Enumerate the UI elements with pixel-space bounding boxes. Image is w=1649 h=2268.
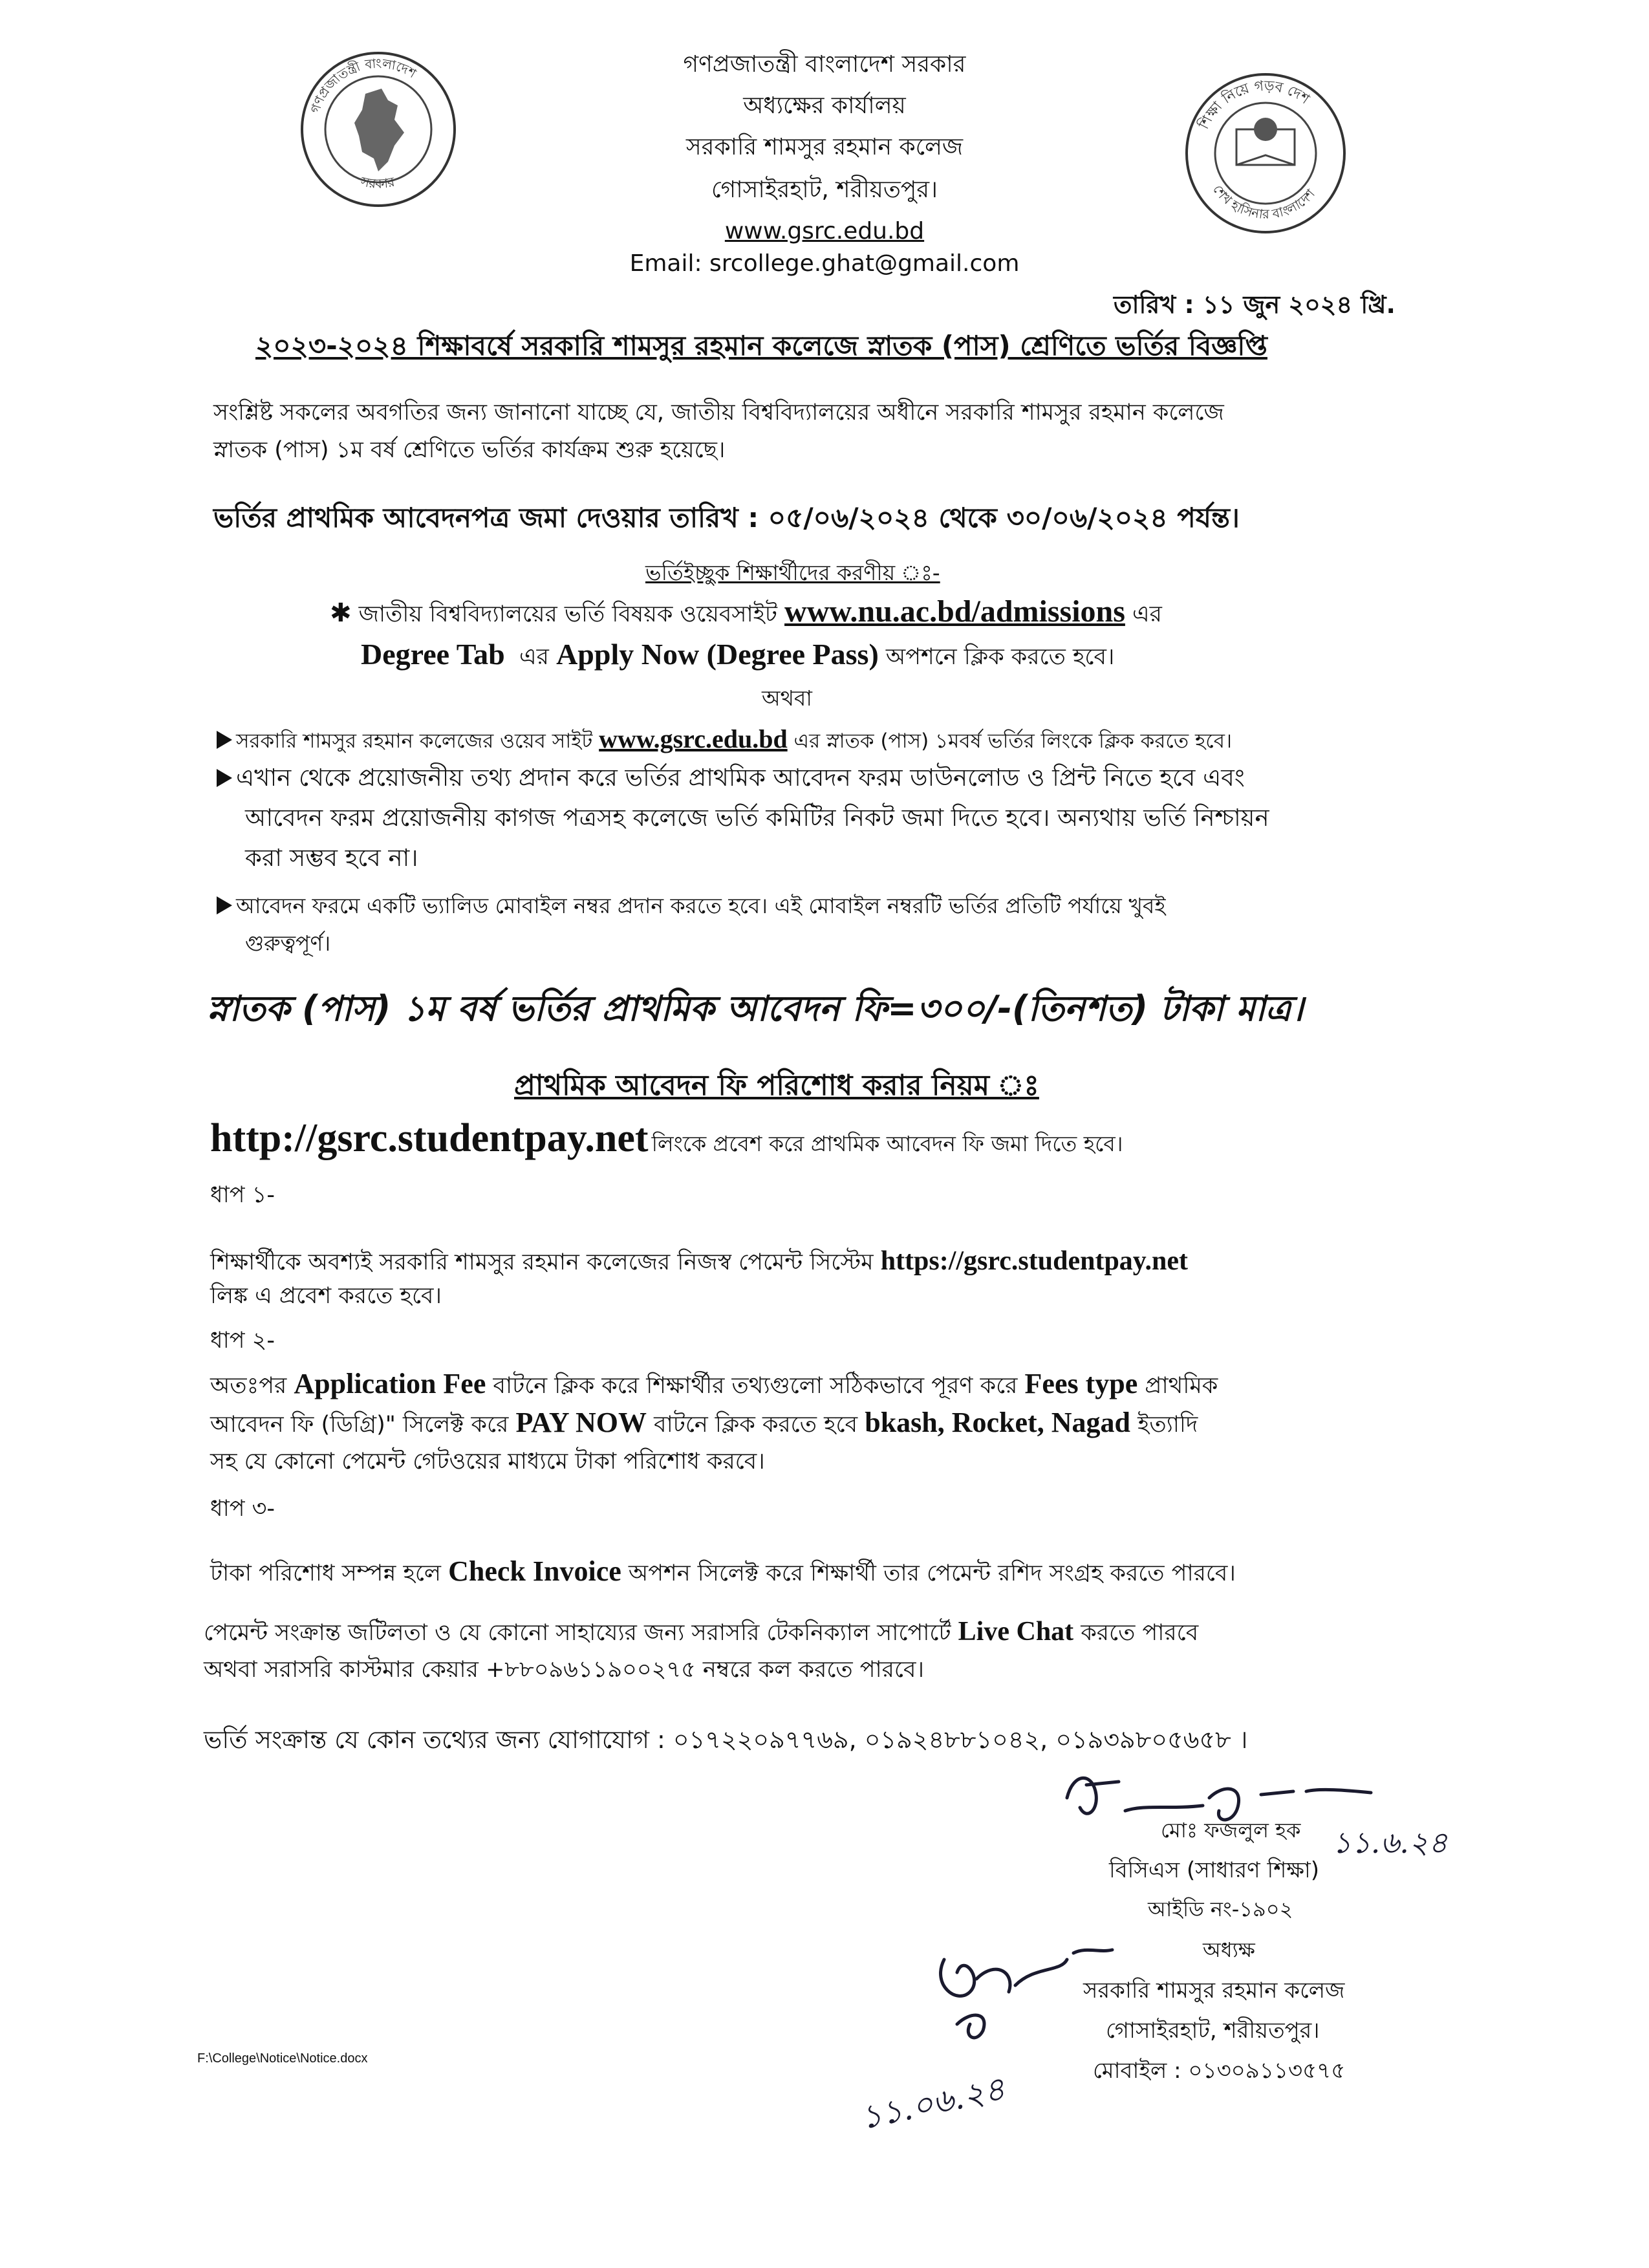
signatory-mobile: মোবাইল : ০১৩০৯১১৩৫৭৫ (1093, 2058, 1346, 2084)
step-3-line: টাকা পরিশোধ সম্পন্ন হলে Check Invoice অপশন সিলেক্ট করে শিক্ষার্থী তার পেমেন্ট রশিদ সংগ্রহ করতে পারবে। (210, 1555, 1236, 1587)
bullet-2: এখান থেকে প্রয়োজনীয় তথ্য প্রদান করে ভর্তির প্রাথমিক আবেদন ফরম ডাউনলোড ও প্রিন্ট নিতে হবে এবং আবেদন ফরম প্রয়োজনীয় কাগজ পত্রসহ কলেজে ভর্তি কমিটির নিকট জমা দিতে হবে। অন্যথায় ভর্তি নিশ্চায়ন করা সম্ভব হবে না। (217, 758, 1269, 878)
step-1-line-2: লিঙ্ক এ প্রবেশ করতে হবে। (210, 1283, 442, 1309)
intro-line-2: স্নাতক (পাস) ১ম বর্ষ শ্রেণিতে ভর্তির কার্যক্রম শুরু হয়েছে। (213, 437, 726, 463)
header-email: Email: srcollege.ghat@gmail.com (629, 250, 1020, 277)
signatory-college: সরকারি শামসুর রহমান কলেজ (1083, 1978, 1345, 2003)
step-2-line-2: আবেদন ফি (ডিগ্রি)" সিলেক্ট করে PAY NOW বাটনে ক্লিক করতে হবে bkash, Rocket, Nagad ইত্যাদি (210, 1407, 1198, 1438)
step-1-line-1: শিক্ষার্থীকে অবশ্যই সরকারি শামসুর রহমান কলেজের নিজস্ব পেমেন্ট সিস্টেম https://gsrc.studentpay.net (210, 1246, 1188, 1276)
svg-text:শিক্ষা নিয়ে গড়ব দেশ: শিক্ষা নিয়ে গড়ব দেশ (1196, 78, 1313, 132)
second-signature (918, 1934, 1132, 2095)
signatory-designation: অধ্যক্ষ (1203, 1938, 1255, 1962)
fees-type-label: Fees type (1024, 1368, 1138, 1399)
or-separator: অথবা (762, 686, 812, 711)
arrow-icon (217, 731, 232, 749)
contact-line: ভর্তি সংক্রান্ত যে কোন তথ্যের জন্য যোগাযোগ : ০১৭২২০৯৭৭৬৯, ০১৯২৪৮৮১০৪২, ০১৯৩৯৮০৫৬৫৮ । (204, 1725, 1248, 1754)
svg-text:সরকার: সরকার (359, 173, 396, 192)
arrow-icon (217, 896, 232, 914)
bullet-1: সরকারি শামসুর রহমান কলেজের ওয়েব সাইট www.gsrc.edu.bd এর স্নাতক (পাস) ১মবর্ষ ভর্তির লিংকে ক্লিক করতে হবে। (217, 721, 1232, 759)
notice-title: ২০২৩-২০২৪ শিক্ষাবর্ষে সরকারি শামসুর রহমান কলেজে স্নাতক (পাস) শ্রেণিতে ভর্তির বিজ্ঞপ্তি (255, 330, 1267, 362)
bullet-3: আবেদন ফরমে একটি ভ্যালিড মোবাইল নম্বর প্রদান করতে হবে। এই মোবাইল নম্বরটি ভর্তির প্রতিটি পর্যায়ে খুবই গুরুত্বপূর্ণ। (217, 887, 1166, 962)
support-line-2: অথবা সরাসরি কাস্টমার কেয়ার +৮৮০৯৬১১৯০০২৭৫ নম্বরে কল করতে পারবে। (204, 1657, 924, 1683)
step-3-label: ধাপ ৩- (210, 1496, 275, 1522)
arrow-icon (217, 769, 232, 787)
apply-now-label: Apply Now (Degree Pass) (556, 638, 879, 671)
instruction-star-line: ✱ জাতীয় বিশ্ববিদ্যালয়ের ভর্তি বিষয়ক ওয়েবসাইট www.nu.ac.bd/admissions এর (330, 594, 1162, 629)
instructions-heading: ভর্তিইচ্ছুক শিক্ষার্থীদের করণীয় ঃ- (645, 560, 940, 585)
live-chat-label: Live Chat (958, 1617, 1074, 1647)
studentpay-https-link[interactable]: https://gsrc.studentpay.net (880, 1246, 1188, 1276)
signature-icon (918, 1934, 1132, 2095)
file-path: F:\College\Notice\Notice.docx (197, 2051, 368, 2066)
header-office: অধ্যক্ষের কার্যালয় (743, 92, 906, 119)
header-website-link[interactable]: www.gsrc.edu.bd (724, 218, 925, 244)
asterisk-icon: ✱ (330, 598, 352, 628)
degree-tab-label: Degree Tab (361, 638, 505, 671)
notice-date: তারিখ : ১১ জুন ২০২৪ খ্রি. (1114, 290, 1396, 319)
fee-line: স্নাতক (পাস) ১ম বর্ষ ভর্তির প্রাথমিক আবেদন ফি=৩০০/-(তিনশত) টাকা মাত্র। (207, 988, 1304, 1029)
handwritten-date-1: ১১.৬.২৪ (1332, 1825, 1448, 1860)
intro-line-1: সংশ্লিষ্ট সকলের অবগতির জন্য জানানো যাচ্ছে যে, জাতীয় বিশ্ববিদ্যালয়ের অধীনে সরকারি শামসুর রহমান কলেজে (213, 400, 1224, 426)
svg-text:শেখ হাসিনার বাংলাদেশ: শেখ হাসিনার বাংলাদেশ (1209, 181, 1319, 222)
header-address: গোসাইরহাট, শরীয়তপুর। (711, 177, 938, 203)
check-invoice-label: Check Invoice (448, 1555, 621, 1587)
payment-heading: প্রাথমিক আবেদন ফি পরিশোধ করার নিয়ম ঃ (514, 1069, 1039, 1102)
svg-text:গণপ্রজাতন্ত্রী বাংলাদেশ: গণপ্রজাতন্ত্রী বাংলাদেশ (307, 55, 419, 115)
application-fee-label: Application Fee (294, 1368, 486, 1399)
college-website-link[interactable]: www.gsrc.edu.bd (599, 724, 788, 753)
signatory-id: আইডি নং-১৯০২ (1148, 1897, 1293, 1921)
studentpay-link[interactable]: http://gsrc.studentpay.net (210, 1116, 649, 1160)
handwritten-date-2: ১১.০৬.২৪ (857, 2069, 1009, 2137)
nu-admissions-link[interactable]: www.nu.ac.bd/admissions (784, 594, 1125, 629)
header-government: গণপ্রজাতন্ত্রী বাংলাদেশ সরকার (683, 51, 966, 78)
gateway-names: bkash, Rocket, Nagad (865, 1407, 1130, 1438)
pay-now-label: PAY NOW (515, 1407, 647, 1438)
step-2-line-1: অতঃপর Application Fee বাটনে ক্লিক করে শিক্ষার্থীর তথ্যগুলো সঠিকভাবে পূরণ করে Fees type প্রাথমিক (210, 1368, 1218, 1399)
payment-url-line: http://gsrc.studentpay.net লিংকে প্রবেশ করে প্রাথমিক আবেদন ফি জমা দিতে হবে। (210, 1116, 1123, 1160)
support-line-1: পেমেন্ট সংক্রান্ত জটিলতা ও যে কোনো সাহায্যের জন্য সরাসরি টেকনিক্যাল সাপোর্টে Live Chat করতে পারবে (204, 1617, 1199, 1647)
step-2-label: ধাপ ২- (210, 1328, 275, 1354)
header-college: সরকারি শামসুর রহমান কলেজ (685, 134, 964, 160)
application-deadline: ভর্তির প্রাথমিক আবেদনপত্র জমা দেওয়ার তারিখ : ০৫/০৬/২০২৪ থেকে ৩০/০৬/২০২৪ পর্যন্ত। (213, 502, 1240, 534)
step-1-label: ধাপ ১- (210, 1182, 275, 1208)
signatory-name: মোঃ ফজলুল হক (1161, 1818, 1301, 1842)
instruction-degree-line: Degree Tab এর Apply Now (Degree Pass) অপশনে ক্লিক করতে হবে। (361, 638, 1115, 671)
signatory-address: গোসাইরহাট, শরীয়তপুর। (1106, 2018, 1320, 2044)
step-2-line-3: সহ যে কোনো পেমেন্ট গেটওয়ের মাধ্যমে টাকা পরিশোধ করবে। (210, 1449, 765, 1474)
signatory-cadre: বিসিএস (সাধারণ শিক্ষা) (1109, 1857, 1320, 1883)
